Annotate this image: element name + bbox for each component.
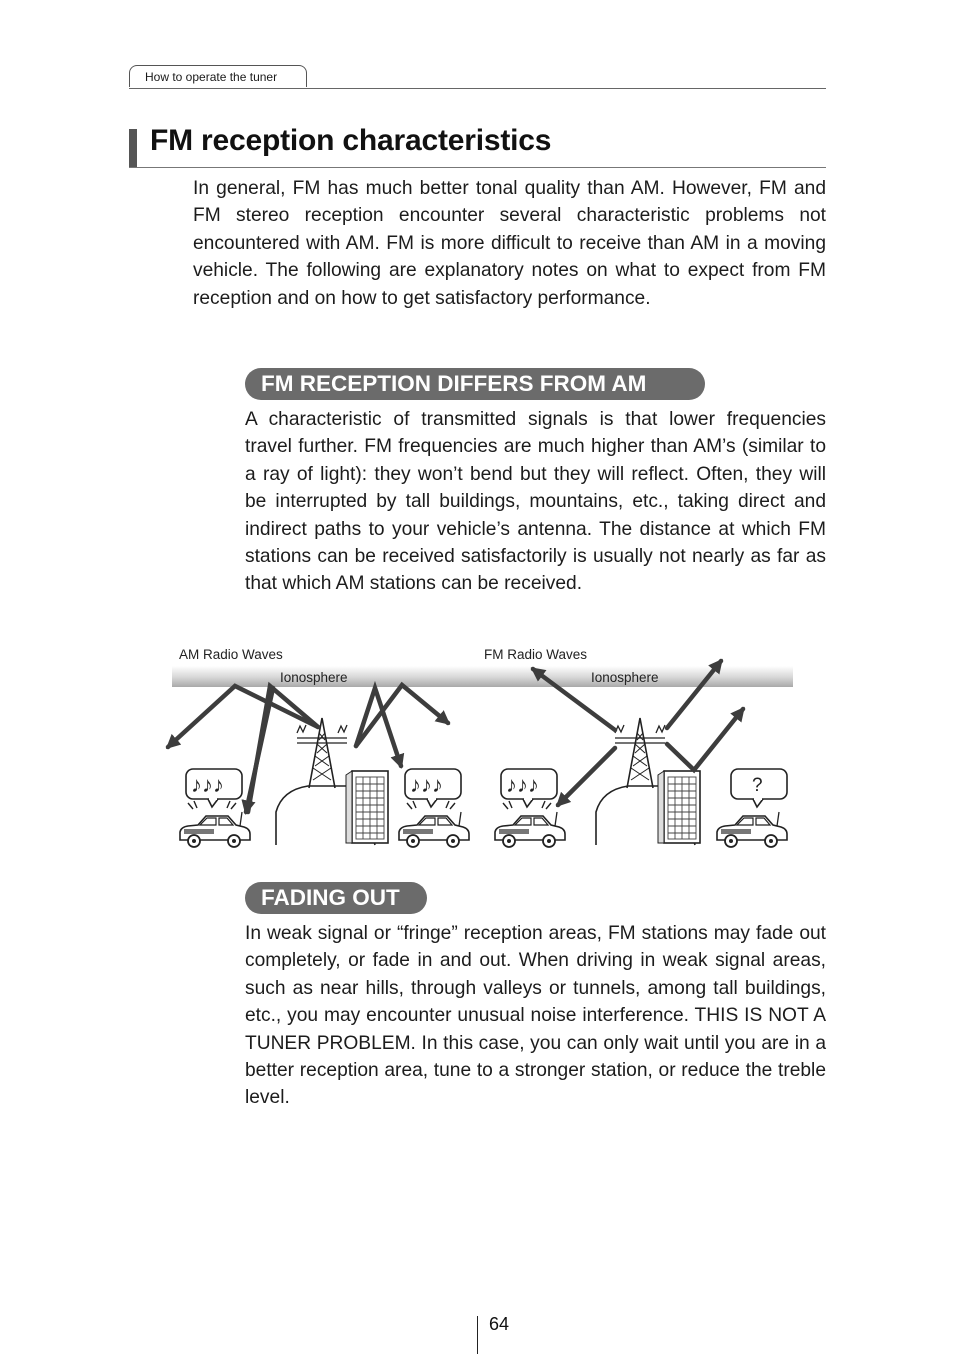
ionosphere-label-right: Ionosphere [591, 670, 659, 685]
music-note-icon: ♪♪♪ [191, 772, 224, 797]
am-radio-waves-label: AM Radio Waves [179, 647, 283, 662]
transmission-tower-left [297, 718, 347, 788]
building-right [658, 771, 700, 843]
building-left [346, 771, 388, 843]
car-right-2 [717, 812, 787, 847]
title-rule [129, 167, 826, 168]
car-left-2 [399, 812, 469, 847]
ionosphere-label-left: Ionosphere [280, 670, 348, 685]
title-accent-bar [129, 129, 137, 167]
section-tab: How to operate the tuner [129, 65, 307, 87]
am-paragraph: A characteristic of transmitted signals is that lower frequencies travel further. FM frequencies are much higher than AM’s (similar to a ray of light): they won’t bend but they will reflect. Often, they will be interrupted by tall buildings, mountains, etc., taking direct and indirect paths to your vehicle’s antenna. The distance at which FM stations can be received satisfactorily is usually not nearly as far as that which AM stations can be received. [245, 409, 826, 595]
section-heading-am: FM RECEPTION DIFFERS FROM AM [245, 368, 705, 400]
car-right-1 [495, 812, 565, 847]
radio-waves-diagram [160, 640, 800, 855]
page-number: 64 [489, 1314, 510, 1334]
page-title: FM reception characteristics [150, 124, 552, 157]
section-heading-fading: FADING OUT [245, 882, 427, 914]
question-mark-icon: ? [752, 775, 763, 796]
page-number-rule [477, 1316, 478, 1354]
fading-paragraph: In weak signal or “fringe” reception areas, FM stations may fade out completely, or fade in and out. When driving in weak signal areas, such as near hills, through valleys or tunnels, among tall buildings, etc., you may encounter unusual noise interference. THIS IS NOT A TUNER PROBLEM. In this case, you can only wait until you are in a better reception area, tune to a stronger station, or reduce the treble level. [245, 923, 826, 1109]
fm-radio-waves-label: FM Radio Waves [484, 647, 588, 662]
intro-paragraph: In general, FM has much better tonal quality than AM. However, FM and FM stereo reception encounter several characteristic problems not encountered with AM. FM is more difficult to receive than AM in a moving vehicle. The following are explanatory notes on what to expect from FM reception and on how to get satisfactory performance. [193, 178, 826, 309]
car-left-1 [180, 812, 250, 847]
music-note-icon: ♪♪♪ [506, 772, 539, 797]
music-note-icon: ♪♪♪ [410, 772, 443, 797]
header-rule [129, 88, 826, 89]
